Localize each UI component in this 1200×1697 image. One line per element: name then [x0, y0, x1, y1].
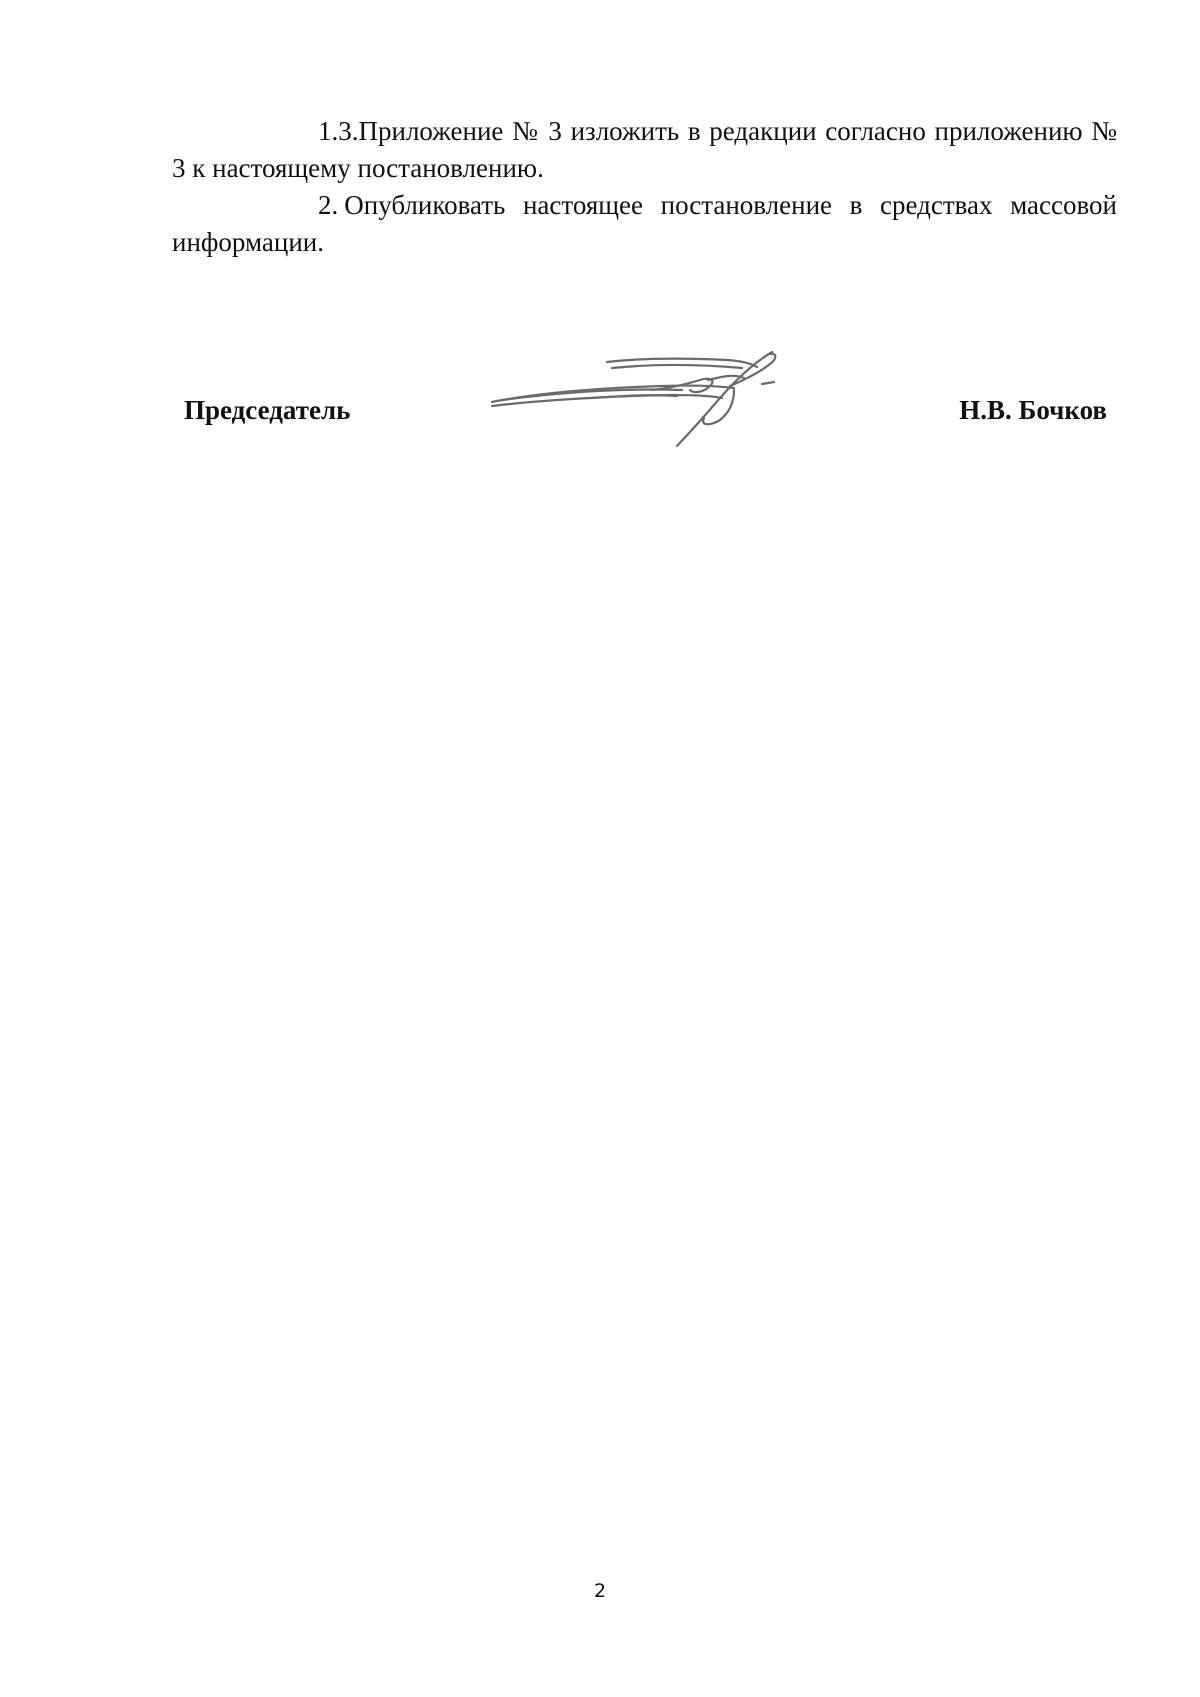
page-number: 2: [593, 1580, 607, 1602]
signatory-name: Н.В. Бочков: [959, 395, 1107, 425]
paragraph-text: Приложение № 3 изложить в редакции согласно приложению № 3 к настоящему постановлению.: [172, 116, 1117, 183]
handwritten-signature: [472, 350, 792, 450]
paragraph-number: 1.3.: [318, 116, 359, 146]
paragraph-text: Опубликовать настоящее постановление в средствах массовой информации.: [172, 190, 1117, 257]
signature-block: [172, 350, 1117, 450]
paragraph-1-3: [172, 113, 1117, 187]
paragraph-2: [172, 187, 1117, 261]
paragraph-number: 2.: [318, 190, 339, 220]
signatory-title: Председатель: [184, 395, 351, 425]
document-body: [172, 113, 1117, 261]
